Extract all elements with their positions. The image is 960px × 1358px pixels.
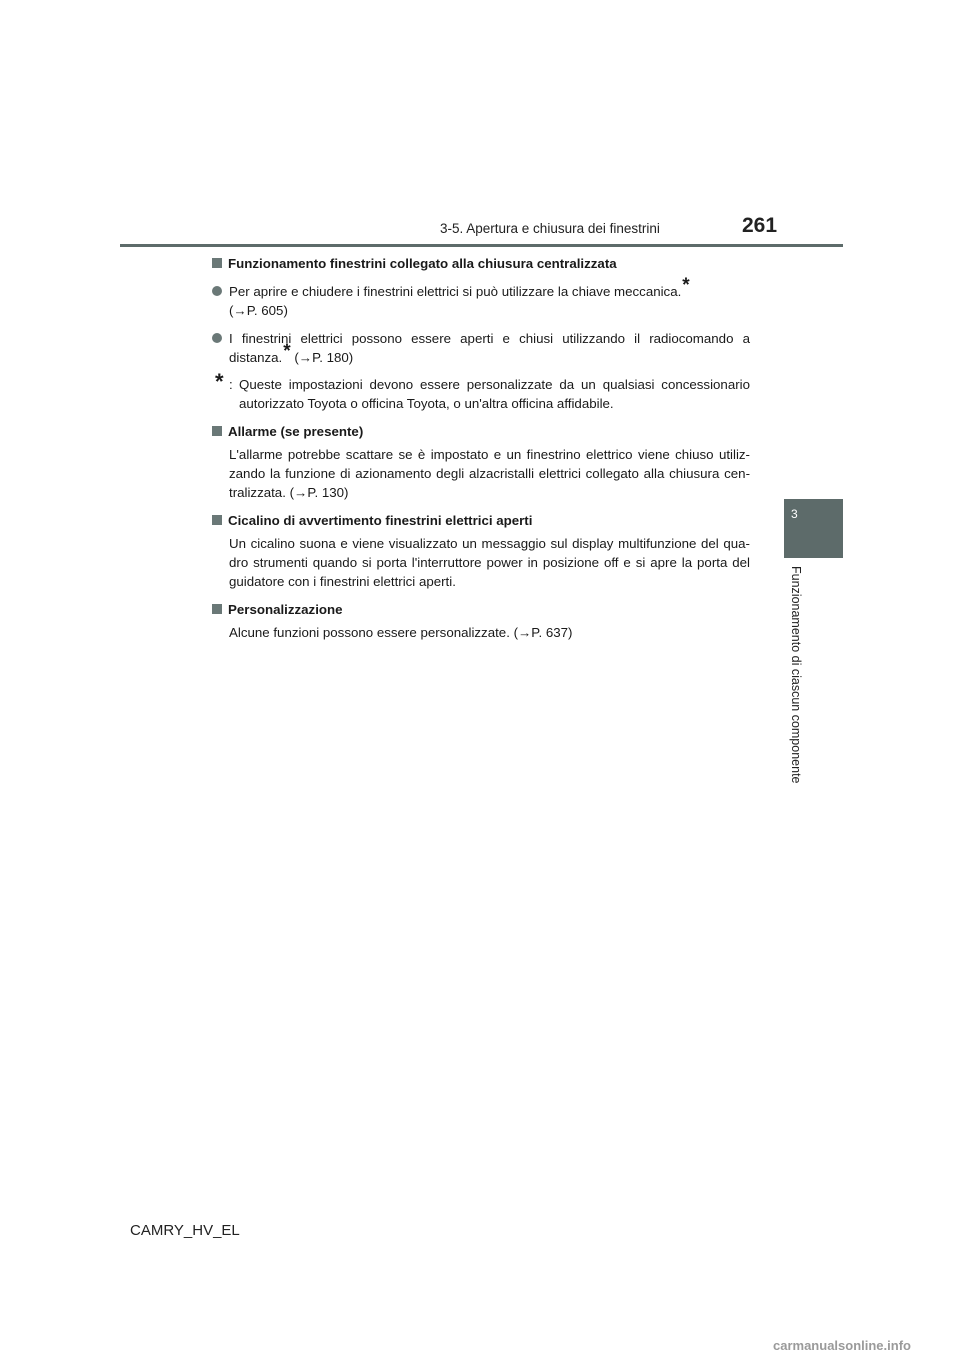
section-body: L'allarme potrebbe scattare se è impostato e un finestrino elettrico viene chiuso utiliz-zando la funzione di azionamento degli alzacristalli elettrici collegato alla chiusura cen-tralizzata. (→P. 130): [229, 447, 750, 500]
asterisk-mark: *: [682, 275, 690, 296]
footnote-mark: *: [215, 369, 224, 394]
header-rule: [120, 244, 843, 247]
section-customization: [212, 600, 750, 642]
bullet-text: Per aprire e chiudere i finestrini elettrici si può utilizzare la chiave meccanica.: [229, 284, 682, 299]
chapter-tab: [784, 499, 843, 558]
square-bullet-icon: [212, 604, 222, 614]
header-section-title: 3-5. Apertura e chiusura dei finestrini: [440, 221, 660, 236]
chapter-tab-label: Funzionamento di ciascun componente: [789, 566, 803, 784]
section-heading: [212, 254, 750, 273]
section-heading: [212, 511, 750, 530]
section-title: Personalizzazione: [228, 602, 343, 617]
footer-model-code: CAMRY_HV_EL: [130, 1222, 240, 1239]
section-title: Allarme (se presente): [228, 424, 364, 439]
section-heading: [212, 600, 750, 619]
asterisk-mark: *: [283, 341, 291, 362]
circle-bullet-icon: [212, 286, 222, 296]
section-title: Funzionamento finestrini collegato alla chiusura centralizzata: [228, 256, 617, 271]
footnote: [212, 369, 750, 413]
section-central-locking: [212, 254, 750, 413]
circle-bullet-icon: [212, 333, 222, 343]
watermark: carmanualsonline.info: [773, 1338, 911, 1353]
footnote-text: Queste impostazioni devono essere personalizzate da un qualsiasi concessionario autorizzato Toyota o officina Toyota, o un'altra officina affidabile.: [239, 377, 750, 411]
bullet-item: [212, 275, 750, 320]
page-reference: (→P. 180): [294, 350, 354, 365]
square-bullet-icon: [212, 258, 222, 268]
bullet-item: [212, 329, 750, 367]
section-body: Alcune funzioni possono essere personalizzate. (→P. 637): [229, 625, 573, 640]
bullet-text: I finestrini elettrici possono essere aperti e chiusi utilizzando il radiocomando a distanza.: [229, 331, 750, 365]
square-bullet-icon: [212, 515, 222, 525]
section-heading: [212, 422, 750, 441]
page-content: [212, 254, 750, 651]
section-body: Un cicalino suona e viene visualizzato un messaggio sul display multifunzione del qua-dro strumenti quando si porta l'interruttore power in posizione off e si apre la porta del guidatore con i finestrini elettrici aperti.: [229, 536, 750, 589]
section-open-window-buzzer: [212, 511, 750, 591]
square-bullet-icon: [212, 426, 222, 436]
page-reference: (→P. 605): [229, 303, 288, 318]
chapter-tab-number: 3: [791, 507, 798, 521]
page-number: 261: [742, 214, 778, 237]
section-title: Cicalino di avvertimento finestrini elettrici aperti: [228, 513, 533, 528]
footnote-colon: :: [229, 377, 233, 392]
section-alarm: [212, 422, 750, 502]
